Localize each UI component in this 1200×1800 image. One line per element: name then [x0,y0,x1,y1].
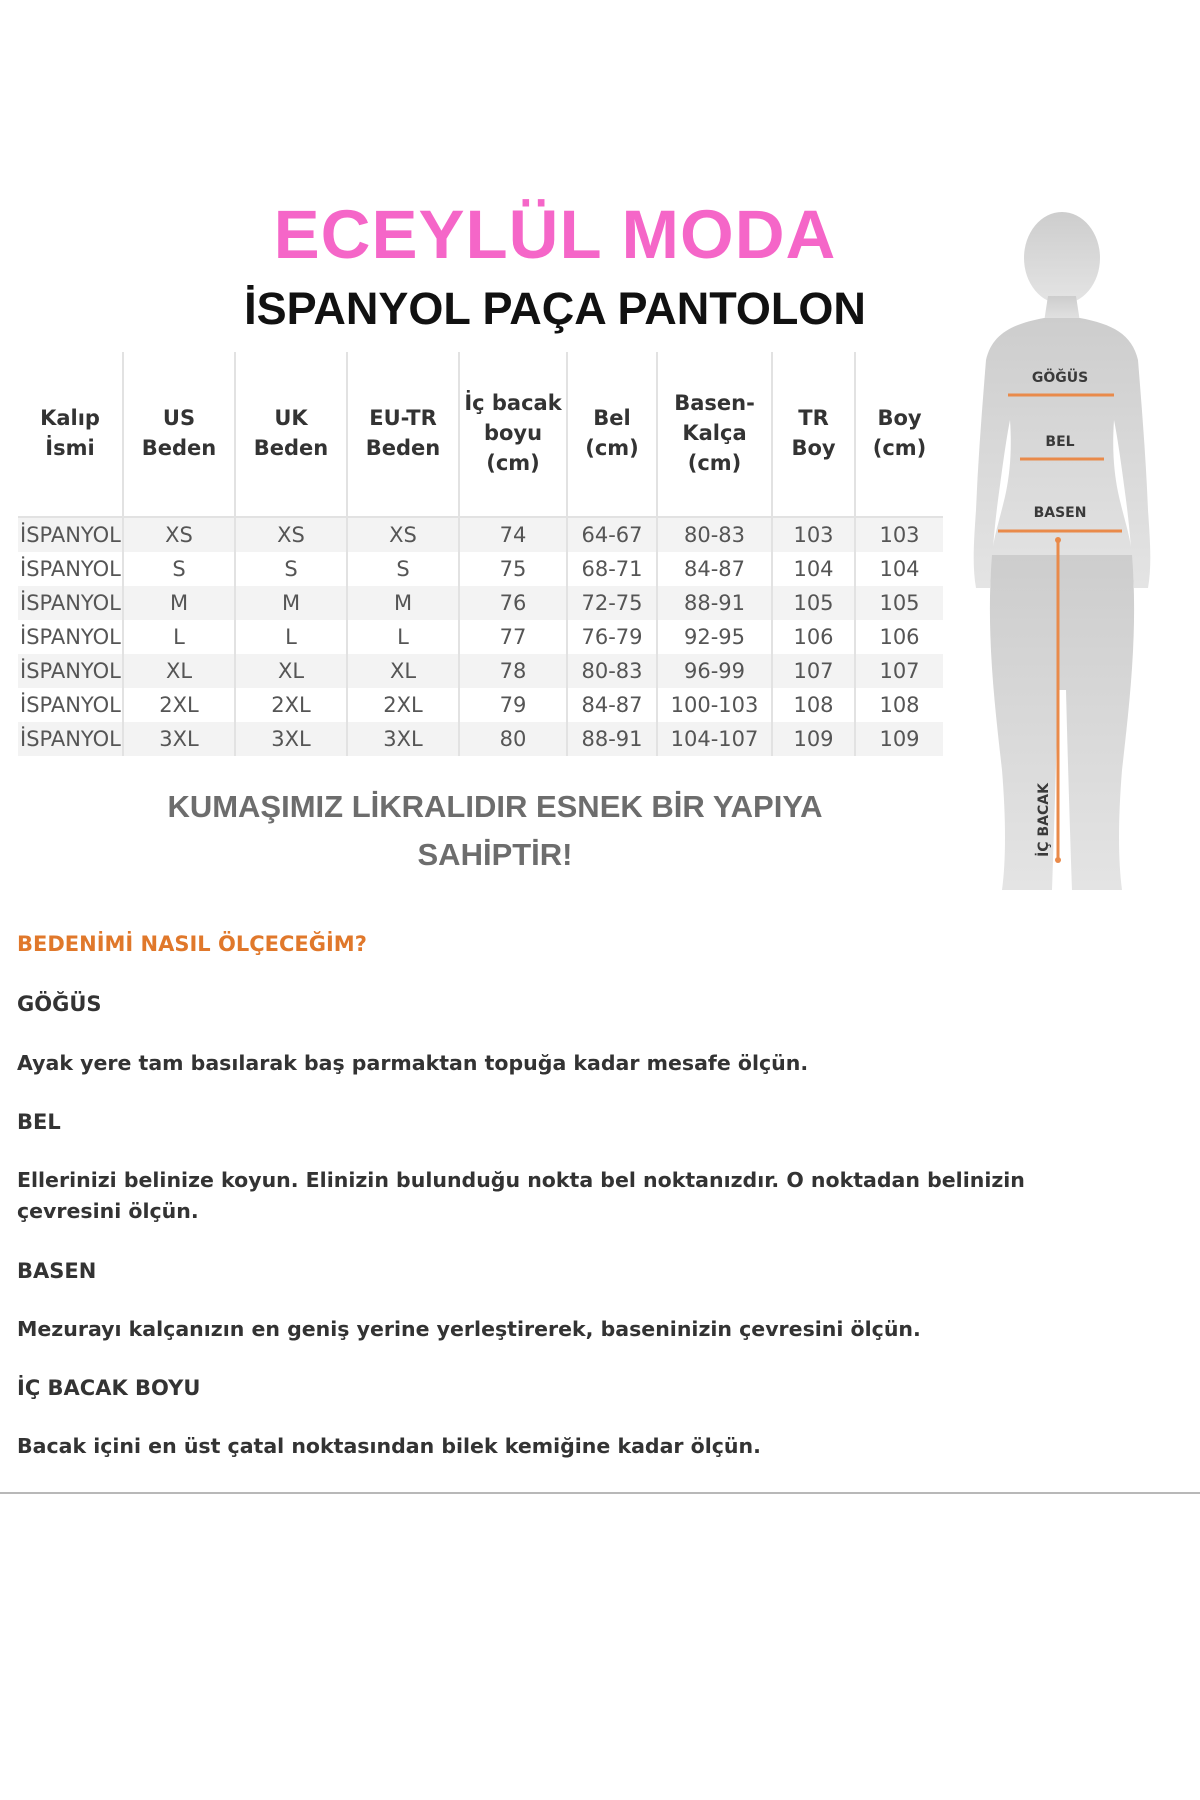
body-measurement-figure [962,210,1162,900]
table-cell: 64-67 [567,517,657,552]
table-cell: 3XL [347,722,459,756]
table-cell: İSPANYOL [18,654,123,688]
fabric-note-line-1: KUMAŞIMIZ LİKRALIDIR ESNEK BİR YAPIYA [167,789,823,824]
bottom-divider [0,1492,1200,1494]
table-cell: 109 [855,722,943,756]
table-cell: İSPANYOL [18,620,123,654]
table-cell: 2XL [347,688,459,722]
table-body [18,517,943,756]
table-cell: 104 [879,557,920,581]
table-cell: S [123,552,235,586]
table-cell: 103 [855,517,943,552]
header-cell: Boy (cm) [872,406,927,460]
table-row [18,722,943,756]
table-cell: İSPANYOL [18,688,123,722]
fabric-note [100,783,890,879]
table-cell: XS [235,517,347,552]
table-cell: 109 [772,722,855,756]
guide-title-chest: GÖĞÜS [17,992,102,1016]
table-cell: İSPANYOL [18,586,123,620]
table-cell: 107 [772,654,855,688]
guide-title-waist: BEL [17,1110,61,1134]
header-cell: Kalıp İsmi [18,352,123,517]
table-cell: M [235,586,347,620]
table-cell: M [347,586,459,620]
guide-text-hip: Mezurayı kalçanızın en geniş yerine yerleştirerek, baseninizin çevresini ölçün. [17,1317,921,1341]
table-cell: 79 [459,688,567,722]
inseam-label: İÇ BACAK [1036,783,1052,857]
table-cell: 104 [772,552,855,586]
brand-title: ECEYLÜL MODA [273,196,837,273]
table-cell: 2XL [235,688,347,722]
table-cell: XS [123,517,235,552]
table-cell: İSPANYOL [18,722,123,756]
table-cell: 74 [459,517,567,552]
table-cell: 105 [772,586,855,620]
fabric-note-line-2: SAHİPTİR! [417,837,573,872]
table-cell: L [347,620,459,654]
table-cell: 84-87 [657,552,772,586]
table-row [18,620,943,654]
table-cell: 68-71 [567,552,657,586]
table-cell: 80 [459,722,567,756]
header-cell: Bel (cm) [567,352,657,517]
table-cell: 108 [879,693,920,717]
table-cell: 106 [772,620,855,654]
table-cell: İSPANYOL [18,517,123,552]
table-row [18,552,943,586]
table-cell: 106 [879,625,920,649]
guide-title-inseam: İÇ BACAK BOYU [17,1376,201,1400]
table-header-row [18,352,943,517]
chest-label: GÖĞÜS [1031,370,1089,386]
table-cell: 84-87 [567,688,657,722]
table-cell: 80-83 [567,654,657,688]
table-cell: 3XL [123,722,235,756]
product-title: İSPANYOL PAÇA PANTOLON [244,283,866,334]
table-cell: XL [123,654,235,688]
table-row [18,517,943,552]
table-cell: L [235,620,347,654]
header-cell: Basen-Kalça (cm) [657,352,772,517]
table-cell: 76-79 [567,620,657,654]
guide-title-hip: BASEN [17,1259,97,1283]
table-cell: XL [235,654,347,688]
table-cell: S [347,552,459,586]
table-cell: 80-83 [657,517,772,552]
table-cell: İSPANYOL [18,552,123,586]
table-cell: 2XL [123,688,235,722]
table-cell: 100-103 [657,688,772,722]
table-cell: XS [347,517,459,552]
guide-text-waist: Ellerinizi belinize koyun. Elinizin bulunduğu nokta bel noktanızdır. O noktadan belinizin çevresini ölçün. [17,1168,1025,1223]
table-row [18,688,943,722]
table-cell: 107 [855,654,943,688]
table-cell: 92-95 [657,620,772,654]
table-cell: 88-91 [657,586,772,620]
body-silhouette-icon [962,210,1162,900]
table-cell: 75 [459,552,567,586]
header-cell: US Beden [123,352,235,517]
size-chart-table [18,352,943,756]
table-row [18,586,943,620]
waist-label: BEL [1045,434,1075,450]
table-cell: M [123,586,235,620]
table-cell: S [235,552,347,586]
table-cell: 77 [459,620,567,654]
table-cell: L [123,620,235,654]
table-cell: 88-91 [567,722,657,756]
table-cell: 72-75 [567,586,657,620]
header-cell: İç bacak boyu (cm) [459,352,567,517]
table-cell: 104-107 [657,722,772,756]
table-row [18,654,943,688]
header-cell: UK Beden [235,352,347,517]
table-cell: XL [347,654,459,688]
table-cell: 76 [459,586,567,620]
table-cell: 108 [772,688,855,722]
table-cell: 96-99 [657,654,772,688]
header-cell: TR Boy [772,352,855,517]
hip-label: BASEN [1033,505,1087,521]
table-cell: 78 [459,654,567,688]
guide-heading: BEDENİMİ NASIL ÖLÇECEĞİM? [17,932,367,956]
table-cell: 3XL [235,722,347,756]
header-cell: EU-TR Beden [347,352,459,517]
table-cell: 105 [855,586,943,620]
guide-text-chest: Ayak yere tam basılarak baş parmaktan topuğa kadar mesafe ölçün. [17,1051,809,1075]
guide-text-inseam: Bacak içini en üst çatal noktasından bilek kemiğine kadar ölçün. [17,1434,761,1458]
table-cell: 103 [772,517,855,552]
